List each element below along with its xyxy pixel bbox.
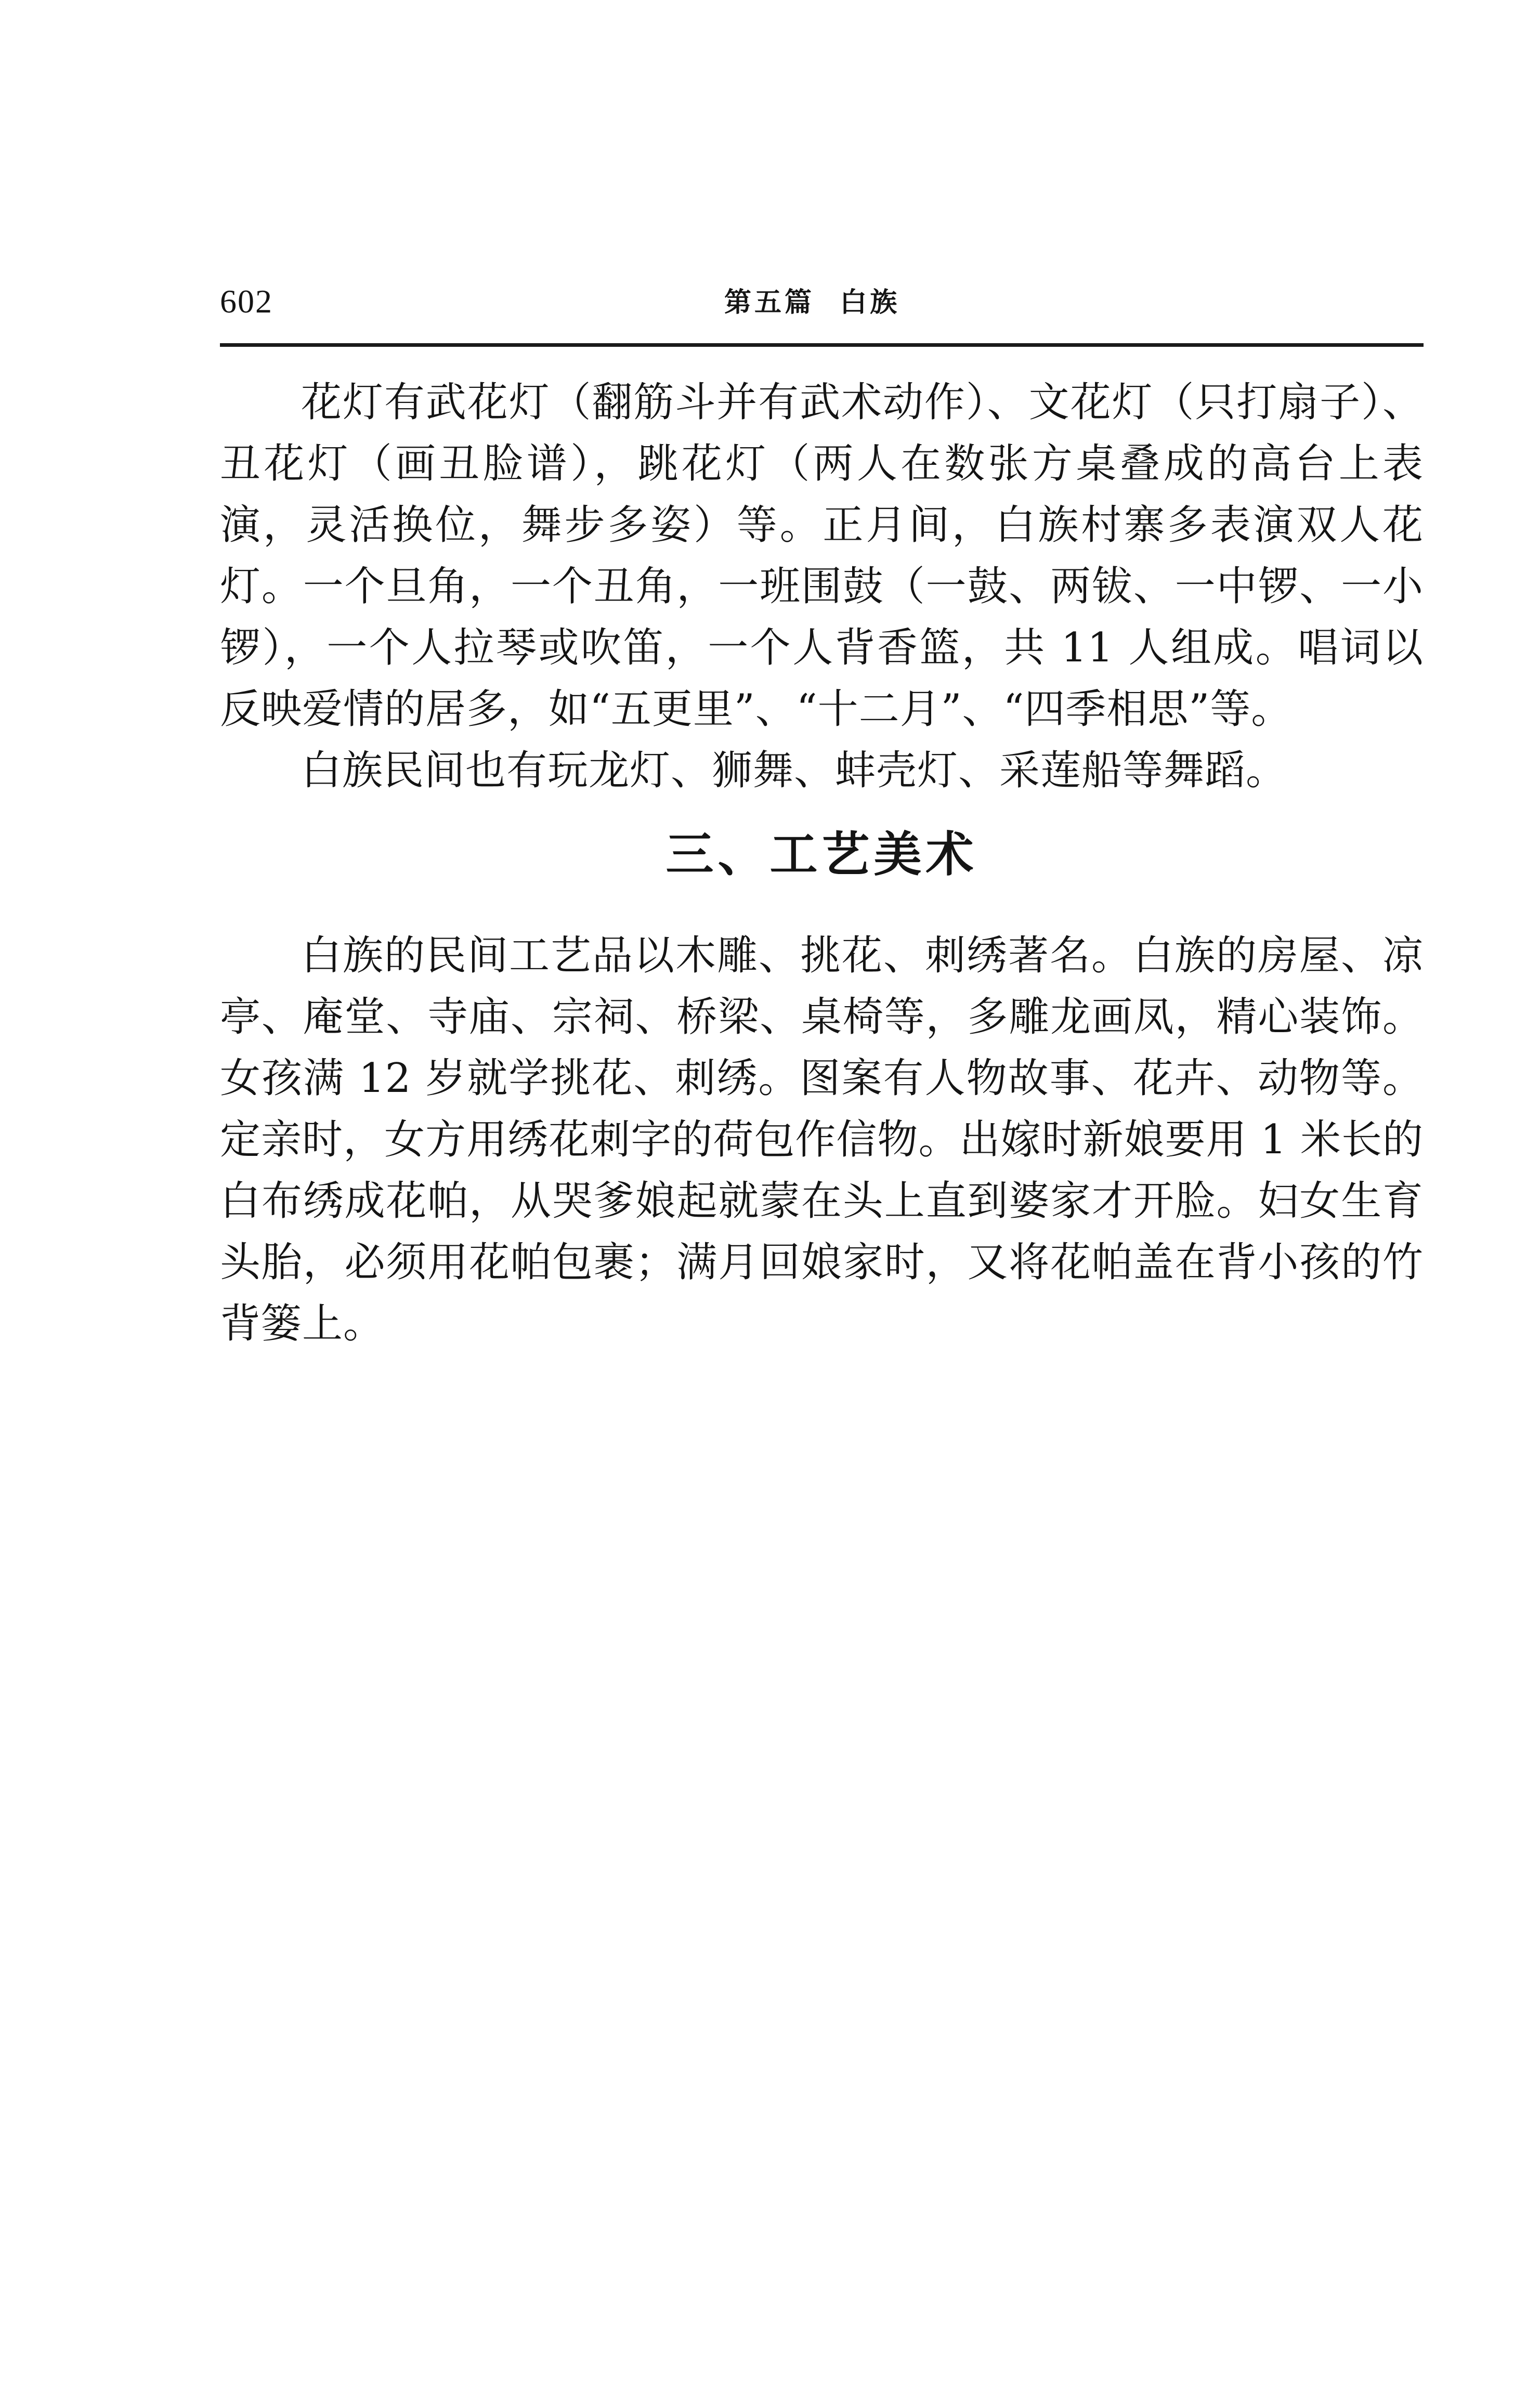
paragraph-arts-crafts: 白族的民间工艺品以木雕、挑花、刺绣著名。白族的房屋、凉亭、庵堂、寺庙、宗祠、桥梁、桌椅等，多雕龙画凤，精心装饰。女孩满 12 岁就学挑花、刺绣。图案有人物故事、花卉、动物等。定亲时，女方用绣花刺字的荷包作信物。出嫁时新娘要用 1 米长的白布绣成花帕，从哭爹娘起就蒙在头上直到婆家才开脸。妇女生育头胎，必须用花帕包裹；满月回娘家时，又将花帕盖在背小孩的竹背篓上。 xyxy=(220,932,1424,1347)
section-heading: 三、工艺美术 xyxy=(665,827,978,882)
paragraph-folk-dances: 白族民间也有玩龙灯、狮舞、蚌壳灯、采莲船等舞蹈。 xyxy=(301,747,1287,794)
paragraph-lantern-dance: 花灯有武花灯（翻筋斗并有武术动作）、文花灯（只打扇子）、丑花灯（画丑脸谱），跳花灯（两人在数张方桌叠成的高台上表演，灵活换位，舞步多姿）等。正月间，白族村寨多表演双人花灯。一个旦角，一个丑角，一班围鼓（一鼓、两钹、一中锣、一小锣），一个人拉琴或吹笛，一个人背香篮，共 11 人组成。唱词以反映爱情的居多，如“五更里”、“十二月”、“四季相思”等。 xyxy=(220,379,1424,733)
page-header xyxy=(220,270,1424,347)
body-text xyxy=(220,372,1424,1355)
page-number: 602 xyxy=(220,283,273,320)
running-head: 第五篇 白族 xyxy=(724,287,900,318)
